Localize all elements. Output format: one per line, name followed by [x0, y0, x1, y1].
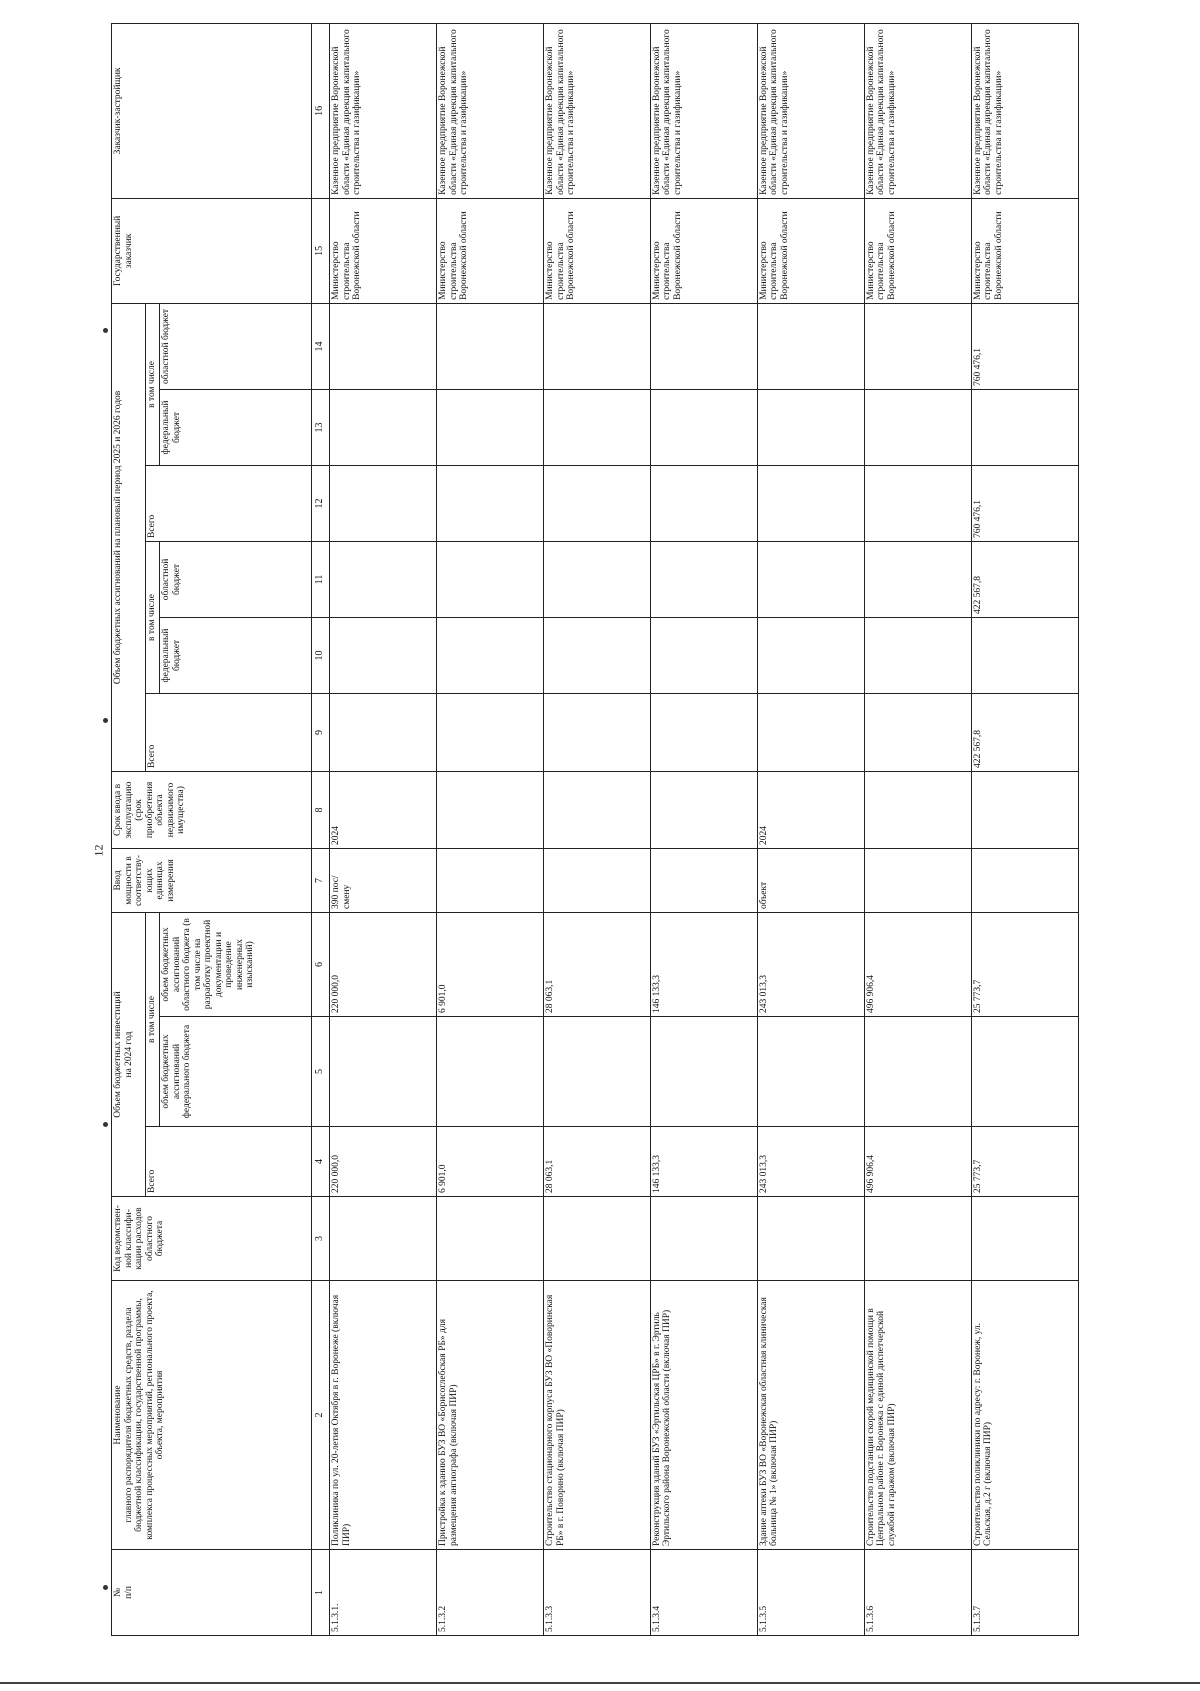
inv-total: 28 063,1 — [544, 1127, 651, 1197]
commission-term — [971, 771, 1078, 848]
plan25-regional — [864, 541, 971, 617]
state-customer: Министерство строительства Воронежской области — [864, 198, 971, 303]
inv-total: 220 000,0 — [330, 1127, 437, 1197]
state-customer: Министерство строительства Воронежской области — [971, 198, 1078, 303]
commission-term — [437, 771, 544, 848]
plan25-total — [330, 693, 437, 771]
header-plan25-reg: областной бюджет — [160, 541, 312, 617]
inv-federal — [971, 1017, 1078, 1127]
plan26-regional — [330, 303, 437, 389]
row-number: 5.1.3.2 — [437, 1550, 544, 1636]
row-number: 5.1.3.6 — [864, 1550, 971, 1636]
table-row — [544, 23, 651, 1635]
column-number-row — [312, 23, 330, 1635]
inv-total: 6 901,0 — [437, 1127, 544, 1197]
capacity — [544, 848, 651, 912]
inv-federal — [330, 1017, 437, 1127]
plan25-regional — [544, 541, 651, 617]
header-inv-incl: в том числе — [146, 912, 160, 1126]
capacity — [971, 848, 1078, 912]
header-plan25-incl: в том числе — [146, 541, 160, 693]
scan-mark — [103, 718, 108, 723]
header-developer: Заказчик-застройщик — [112, 23, 312, 198]
commission-term: 2024 — [757, 771, 864, 848]
plan25-federal — [330, 617, 437, 693]
plan25-federal — [437, 617, 544, 693]
state-customer: Министерство строительства Воронежской области — [650, 198, 757, 303]
header-n: № п/п — [112, 1550, 312, 1636]
scan-bottom-edge — [0, 1682, 1200, 1684]
table-row — [650, 23, 757, 1635]
inv-regional: 146 133,3 — [650, 912, 757, 1016]
plan26-federal — [757, 389, 864, 465]
header-plan25-fed: федеральный бюджет — [160, 617, 312, 693]
column-number: 13 — [312, 389, 330, 465]
plan26-total — [437, 465, 544, 541]
object-name: Строительство стационарного корпуса БУЗ ВО «Поворинская РБ» в г. Поворино (включая ПИР) — [544, 1281, 651, 1550]
table-body — [312, 23, 1079, 1635]
header-plan26-reg: областной бюджет — [160, 303, 312, 389]
column-number: 10 — [312, 617, 330, 693]
scan-mark — [103, 1122, 108, 1127]
state-customer: Министерство строительства Воронежской области — [544, 198, 651, 303]
row-number: 5.1.3.4 — [650, 1550, 757, 1636]
column-number: 8 — [312, 771, 330, 848]
budget-code — [330, 1197, 437, 1281]
developer: Казенное предприятие Воронежской области «Единая дирекция капитального строительства и газификации» — [971, 23, 1078, 198]
header-plan26-total: Всего — [146, 465, 312, 541]
plan25-federal — [757, 617, 864, 693]
plan26-total — [650, 465, 757, 541]
object-name: Строительство подстанции скорой медицинской помощи в Центральном районе г. Воронежа с единой диспетчерской службой и гаражом (включая ПИР) — [864, 1281, 971, 1550]
header-code: Код ведомствен-ной классифи-кации расходов областного бюджета — [112, 1197, 312, 1281]
plan25-regional — [437, 541, 544, 617]
inv-federal — [650, 1017, 757, 1127]
header-customer: Государственный заказчик — [112, 198, 312, 303]
plan25-total — [864, 693, 971, 771]
header-name: Наименование главного распорядителя бюджетных средств, раздела бюджетной классификации, государственной программы, комплекса процессных мероприятий, регионального проекта, объекта, мероприятия — [112, 1281, 312, 1550]
inv-total: 25 773,7 — [971, 1127, 1078, 1197]
inv-regional: 243 013,3 — [757, 912, 864, 1016]
plan26-total: 760 476,1 — [971, 465, 1078, 541]
commission-term: 2024 — [330, 771, 437, 848]
plan26-total — [544, 465, 651, 541]
object-name: Здание аптеки БУЗ ВО «Воронежская областная клиническая больница № 1» (включая ПИР) — [757, 1281, 864, 1550]
commission-term — [544, 771, 651, 848]
plan25-total — [437, 693, 544, 771]
header-plan26-incl: в том числе — [146, 303, 160, 465]
column-number: 5 — [312, 1017, 330, 1127]
developer: Казенное предприятие Воронежской области «Единая дирекция капитального строительства и газификации» — [437, 23, 544, 198]
plan26-federal — [650, 389, 757, 465]
row-number: 5.1.3.5 — [757, 1550, 864, 1636]
capacity: 390 пос/смену — [330, 848, 437, 912]
plan26-federal — [330, 389, 437, 465]
plan26-federal — [971, 389, 1078, 465]
header-inv-total: Всего — [146, 1127, 312, 1197]
inv-regional: 496 906,4 — [864, 912, 971, 1016]
table-row — [330, 23, 437, 1635]
state-customer: Министерство строительства Воронежской области — [330, 198, 437, 303]
inv-regional: 220 000,0 — [330, 912, 437, 1016]
header-inv2024: Объем бюджетных инвестиций на 2024 год — [112, 912, 146, 1196]
inv-regional: 25 773,7 — [971, 912, 1078, 1016]
plan26-total — [330, 465, 437, 541]
plan25-federal — [864, 617, 971, 693]
inv-federal — [544, 1017, 651, 1127]
header-plan: Объем бюджетных ассигнований на плановый период 2025 и 2026 годов — [112, 303, 146, 771]
plan25-federal — [971, 617, 1078, 693]
plan26-federal — [437, 389, 544, 465]
inv-total: 146 133,3 — [650, 1127, 757, 1197]
scan-mark — [103, 1585, 108, 1590]
plan26-regional — [544, 303, 651, 389]
rotated-table-wrapper — [111, 24, 1079, 1636]
column-number: 1 — [312, 1550, 330, 1636]
plan25-regional — [757, 541, 864, 617]
column-number: 2 — [312, 1281, 330, 1550]
plan25-total — [757, 693, 864, 771]
plan26-regional — [864, 303, 971, 389]
developer: Казенное предприятие Воронежской области «Единая дирекция капитального строительства и газификации» — [650, 23, 757, 198]
inv-federal — [864, 1017, 971, 1127]
inv-regional: 6 901,0 — [437, 912, 544, 1016]
inv-regional: 28 063,1 — [544, 912, 651, 1016]
object-name: Пристройка к зданию БУЗ ВО «Борисоглебская РБ» для размещения ангиографа (включая ПИР) — [437, 1281, 544, 1550]
inv-total: 496 906,4 — [864, 1127, 971, 1197]
column-number: 12 — [312, 465, 330, 541]
capacity — [437, 848, 544, 912]
column-number: 7 — [312, 848, 330, 912]
plan26-regional — [757, 303, 864, 389]
budget-code — [757, 1197, 864, 1281]
commission-term — [864, 771, 971, 848]
header-capacity: Ввод мощности в соответству-ющих единицах измерения — [112, 848, 312, 912]
plan25-regional — [330, 541, 437, 617]
plan25-regional: 422 567,8 — [971, 541, 1078, 617]
plan25-total — [650, 693, 757, 771]
header-plan26-fed: федеральный бюджет — [160, 389, 312, 465]
plan25-federal — [544, 617, 651, 693]
state-customer: Министерство строительства Воронежской области — [437, 198, 544, 303]
plan25-regional — [650, 541, 757, 617]
object-name: Строительство поликлиники по адресу: г. Воронеж, ул. Сельская, д.2 г (включая ПИР) — [971, 1281, 1078, 1550]
table-row — [971, 23, 1078, 1635]
scan-mark — [103, 328, 108, 333]
column-number: 3 — [312, 1197, 330, 1281]
inv-total: 243 013,3 — [757, 1127, 864, 1197]
state-customer: Министерство строительства Воронежской области — [757, 198, 864, 303]
capacity: объект — [757, 848, 864, 912]
page-number: 12 — [91, 844, 106, 857]
column-number: 6 — [312, 912, 330, 1016]
plan25-federal — [650, 617, 757, 693]
plan26-regional: 760 476,1 — [971, 303, 1078, 389]
table-row — [437, 23, 544, 1635]
inv-federal — [437, 1017, 544, 1127]
plan25-total — [544, 693, 651, 771]
commission-term — [650, 771, 757, 848]
header-term: Срок ввода в эксплуатацию (срок приобретения объекта недвижимого имущества) — [112, 771, 312, 848]
plan25-total: 422 567,8 — [971, 693, 1078, 771]
capacity — [650, 848, 757, 912]
row-number: 5.1.3.3 — [544, 1550, 651, 1636]
column-number: 11 — [312, 541, 330, 617]
column-number: 16 — [312, 23, 330, 198]
table-row — [757, 23, 864, 1635]
row-number: 5.1.3.1. — [330, 1550, 437, 1636]
budget-code — [650, 1197, 757, 1281]
plan26-regional — [437, 303, 544, 389]
header-plan25-total: Всего — [146, 693, 312, 771]
column-number: 14 — [312, 303, 330, 389]
developer: Казенное предприятие Воронежской области «Единая дирекция капитального строительства и газификации» — [330, 23, 437, 198]
column-number: 9 — [312, 693, 330, 771]
table-row — [864, 23, 971, 1635]
plan26-total — [864, 465, 971, 541]
developer: Казенное предприятие Воронежской области «Единая дирекция капитального строительства и газификации» — [757, 23, 864, 198]
plan26-federal — [864, 389, 971, 465]
column-number: 15 — [312, 198, 330, 303]
plan26-total — [757, 465, 864, 541]
object-name: Реконструкция зданий БУЗ «Эртильская ЦРБ» в г. Эртиль Эртильского района Воронежской области (включая ПИР) — [650, 1281, 757, 1550]
budget-code — [437, 1197, 544, 1281]
developer: Казенное предприятие Воронежской области «Единая дирекция капитального строительства и газификации» — [864, 23, 971, 198]
plan26-regional — [650, 303, 757, 389]
plan26-federal — [544, 389, 651, 465]
investment-table — [111, 23, 1079, 1636]
row-number: 5.1.3.7 — [971, 1550, 1078, 1636]
developer: Казенное предприятие Воронежской области «Единая дирекция капитального строительства и газификации» — [544, 23, 651, 198]
header-inv-fed: объем бюджетных ассигнований федерального бюджета — [160, 1017, 312, 1127]
budget-code — [971, 1197, 1078, 1281]
budget-code — [864, 1197, 971, 1281]
header-inv-reg: объем бюджетных ассигнований областного бюджета (в том числе на разработку проектной документации и проведение инженерных изысканий) — [160, 912, 312, 1016]
column-number: 4 — [312, 1127, 330, 1197]
inv-federal — [757, 1017, 864, 1127]
budget-code — [544, 1197, 651, 1281]
object-name: Поликлиника по ул. 20-летия Октября в г. Воронеже (включая ПИР) — [330, 1281, 437, 1550]
capacity — [864, 848, 971, 912]
